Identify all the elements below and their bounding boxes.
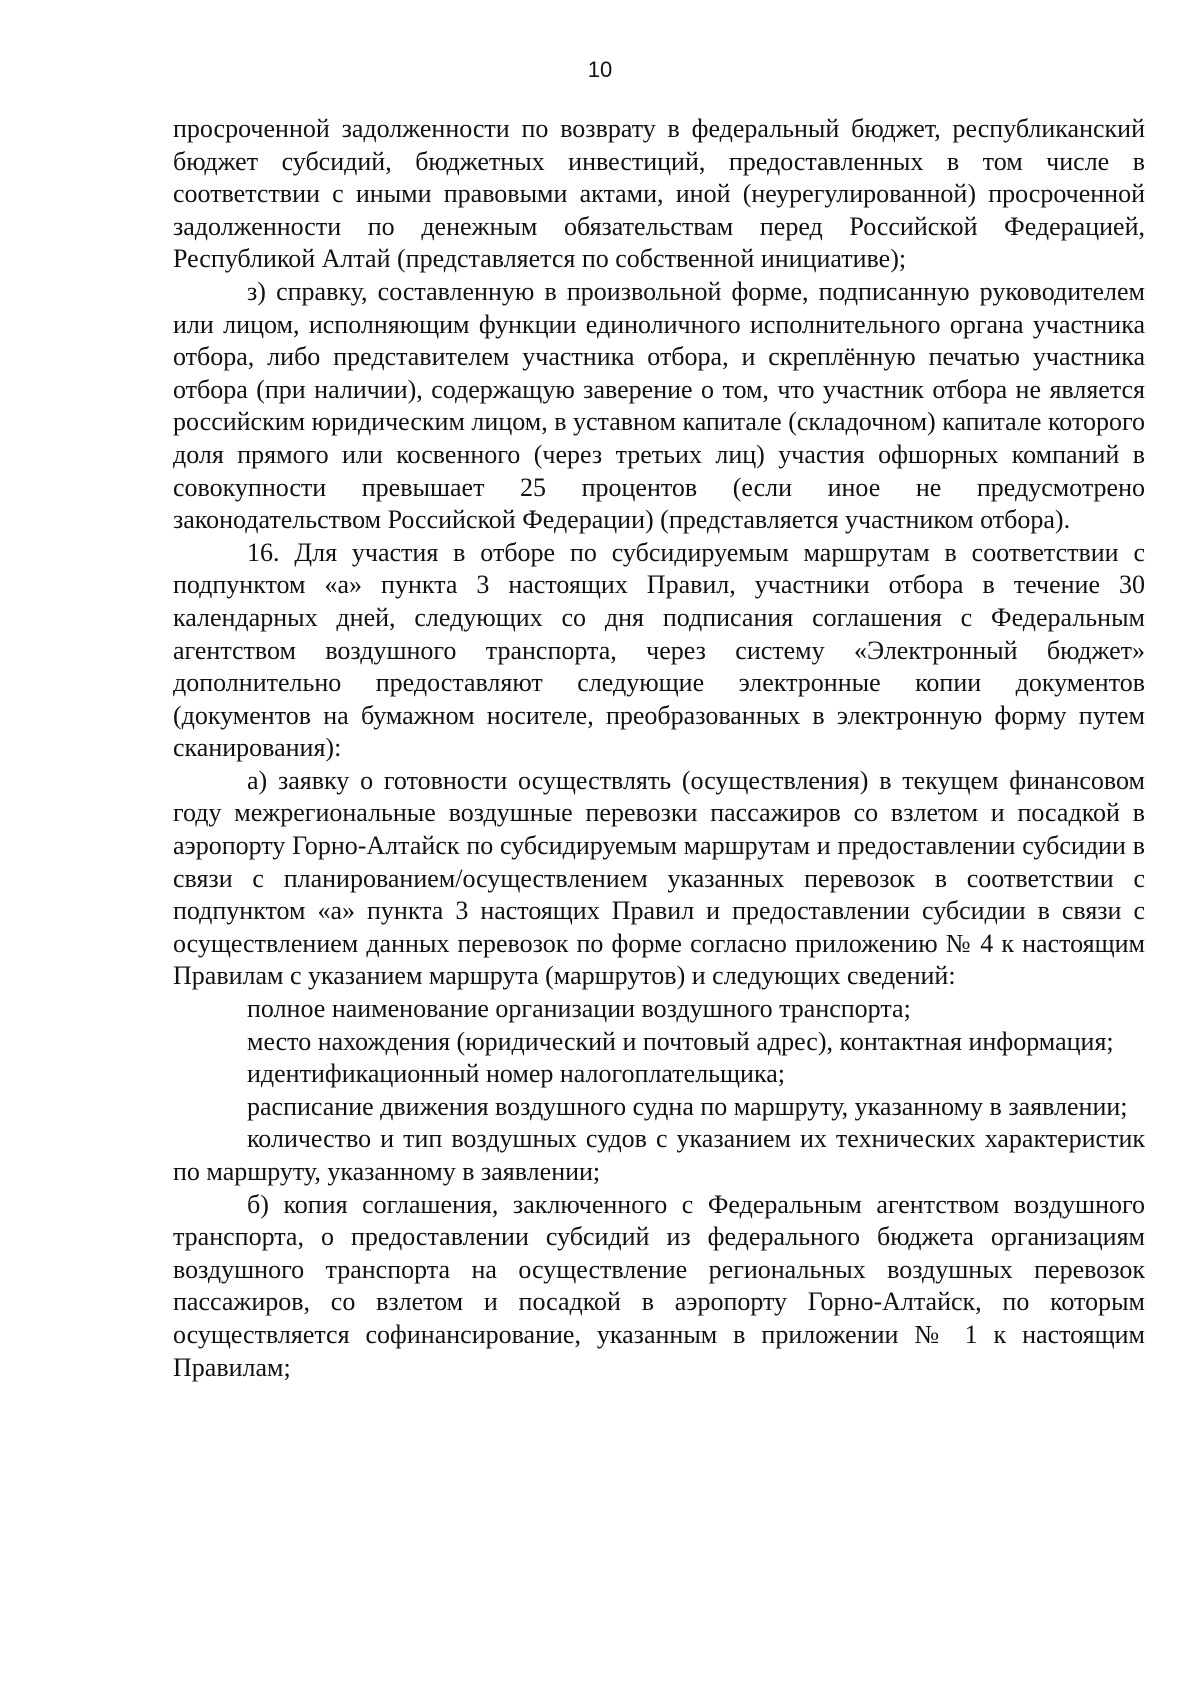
paragraph-item-b-agreement: б) копия соглашения, заключенного с Федеральным агентством воздушного транспорта, о предоставлении субсидий из федерального бюджета организациям воздушного транспорта на осуществление региональных воздушных перевозок пассажиров, со взлетом и посадкой в аэропорту Горно-Алтайск, по которым осуществляется софинансирование, указанным в приложении № 1 к настоящим Правилам; xyxy=(173,1189,1145,1382)
paragraph-item-a-application: а) заявку о готовности осуществлять (осуществления) в текущем финансовом году межрегиональные воздушные перевозки пассажиров со взлетом и посадкой в аэропорту Горно-Алтайск по субсидируемым маршрутам и предоставлении субсидии в связи с планированием/осуществлением указанных перевозок в соответствии с подпунктом «а» пункта 3 настоящих Правил и предоставлении субсидии в связи с осуществлением данных перевозок по форме согласно приложению № 4 к настоящим Правилам с указанием маршрута (маршрутов) и следующих сведений: xyxy=(173,765,1145,991)
paragraph-location: место нахождения (юридический и почтовый адрес), контактная информация; xyxy=(247,1026,1114,1056)
page-number: 10 xyxy=(587,57,613,82)
paragraph-section-16: 16. Для участия в отборе по субсидируемым маршрутам в соответствии с подпунктом «а» пункта 3 настоящих Правил, участники отбора в течение 30 календарных дней, следующих со дня подписания соглашения с Федеральным агентством воздушного транспорта, через систему «Электронный бюджет» дополнительно предоставляют следующие электронные копии документов (документов на бумажном носителе, преобразованных в электронную форму путем сканирования): xyxy=(173,537,1145,763)
paragraph-debt-continuation: просроченной задолженности по возврату в федеральный бюджет, республиканский бюджет субсидий, бюджетных инвестиций, предоставленных в том числе в соответствии с иными правовыми актами, иной (неурегулированной) просроченной задолженности по денежным обязательствам перед Российской Федерацией, Республикой Алтай (представляется по собственной инициативе); xyxy=(173,114,1145,274)
paragraph-full-name: полное наименование организации воздушного транспорта; xyxy=(247,994,911,1024)
paragraph-aircraft: количество и тип воздушных судов с указанием их технических характеристик по маршруту, указанному в заявлении; xyxy=(173,1124,1145,1186)
paragraph-schedule: расписание движения воздушного судна по маршруту, указанному в заявлении; xyxy=(247,1091,1128,1121)
paragraph-taxpayer-id: идентификационный номер налогоплательщика; xyxy=(247,1059,785,1089)
document-body xyxy=(173,113,1145,1384)
paragraph-item-z-certificate: з) справку, составленную в произвольной форме, подписанную руководителем или лицом, исполняющим функции единоличного исполнительного органа участника отбора, либо представителем участника отбора, и скреплённую печатью участника отбора (при наличии), содержащую заверение о том, что участник отбора не является российским юридическим лицом, в уставном капитале (складочном) капитале которого доля прямого или косвенного (через третьих лиц) участия офшорных компаний в совокупности превышает 25 процентов (если иное не предусмотрено законодательством Российской Федерации) (представляется участником отбора). xyxy=(173,276,1145,535)
